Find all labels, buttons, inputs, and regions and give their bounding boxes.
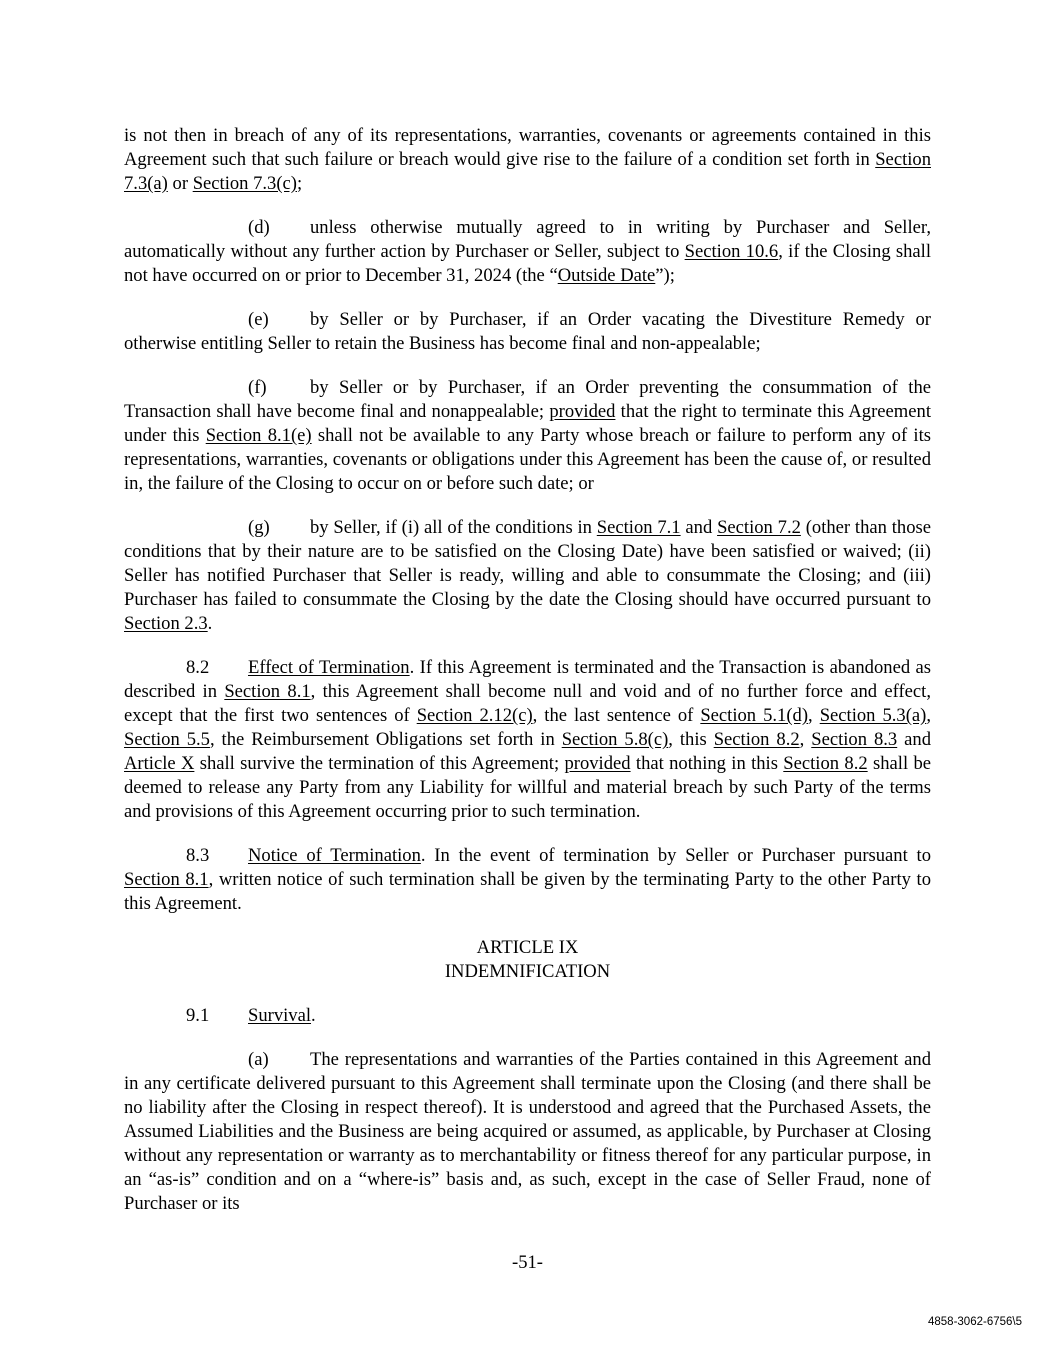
- cross-reference: Section 2.3: [124, 613, 208, 634]
- cross-reference: Section 8.2: [713, 729, 800, 750]
- proviso-term: provided: [564, 753, 631, 774]
- cross-reference: Section 8.3: [811, 729, 898, 750]
- cross-reference: Section 7.1: [596, 517, 681, 538]
- section-9-1: 9.1 Survival.: [186, 1005, 316, 1026]
- section-heading: Survival: [248, 1005, 312, 1026]
- cross-reference: Section 7.3(a): [124, 149, 931, 194]
- cross-reference: Section 8.1: [124, 869, 209, 890]
- cross-reference: Article X: [124, 753, 195, 774]
- proviso-term: provided: [549, 401, 616, 422]
- section-number: 8.2: [186, 657, 210, 678]
- clause-number: (f): [248, 377, 267, 398]
- defined-term: Outside Date: [557, 265, 656, 286]
- section-number: 9.1: [186, 1005, 210, 1026]
- document-body: [124, 124, 931, 1216]
- document-id: 4858-3062-6756\5: [928, 1316, 1022, 1328]
- cross-reference: Section 7.2: [717, 517, 801, 538]
- article-number: ARTICLE IX: [476, 937, 579, 958]
- clause-e: (e) by Seller or by Purchaser, if an Order vacating the Divestiture Remedy or otherwise entitling Seller to retain the Business has become final and non-appealable;: [124, 309, 931, 354]
- section-number: 8.3: [186, 845, 210, 866]
- cross-reference: Section 7.3(c): [192, 173, 297, 194]
- section-8-2: 8.2 Effect of Termination. If this Agreement is terminated and the Transaction is abandoned as described in Section 8.1, this Agreement shall become null and void and of no further force and effect, except that the first two sentences of Section 2.12(c), the last sentence of Section 5.1(d), Section 5.3(a), Section 5.5, the Reimbursement Obligations set forth in Section 5.8(c), this Section 8.2, Section 8.3 and Article X shall survive the termination of this Agreement; provided that nothing in this Section 8.2 shall be deemed to release any Party from any Liability for willful and material breach by such Party of the terms and provisions of this Agreement occurring prior to such termination.: [124, 657, 932, 822]
- cross-reference: Section 5.5: [124, 729, 210, 750]
- clause-g: (g) by Seller, if (i) all of the conditions in Section 7.1 and Section 7.2 (other than those conditions that by their nature are to be satisfied on the Closing Date) have been satisfied or waived; (ii) Seller has notified Purchaser that Seller is ready, willing and able to consummate the Closing; and (iii) Purchaser has failed to consummate the Closing by the date the Closing should have occurred pursuant to Section 2.3.: [124, 517, 931, 634]
- clause-number: (g): [248, 517, 270, 538]
- cross-reference: Section 8.2: [783, 753, 868, 774]
- cross-reference: Section 5.8(c): [561, 729, 669, 750]
- article-title: INDEMNIFICATION: [444, 961, 611, 982]
- cross-reference: Section 8.1(e): [205, 425, 312, 446]
- cross-reference: Section 5.1(d): [700, 705, 809, 726]
- cross-reference: Section 10.6: [684, 241, 779, 262]
- clause-number: (e): [248, 309, 269, 330]
- cross-reference: Section 5.3(a): [819, 705, 927, 726]
- page-number: -51-: [512, 1252, 543, 1273]
- clause-a: (a) The representations and warranties of the Parties contained in this Agreement and in any certificate delivered pursuant to this Agreement shall terminate upon the Closing (and there shall be no liability after the Closing in respect thereof). It is understood and agreed that the Purchased Assets, the Assumed Liabilities and the Business are being acquired or assumed, as applicable, by Purchaser at Closing without any representation or warranty as to merchantability or fitness thereof for any particular purpose, in an “as-is” condition and on a “where-is” basis and, as such, except in the case of Seller Fraud, none of Purchaser or its: [124, 1049, 931, 1214]
- cross-reference: Section 8.1: [224, 681, 311, 702]
- section-heading: Notice of Termination: [248, 845, 421, 866]
- clause-number: (d): [248, 217, 270, 238]
- clause-f: (f) by Seller or by Purchaser, if an Order preventing the consummation of the Transaction shall have become final and nonappealable; provided that the right to terminate this Agreement under this Section 8.1(e) shall not be available to any Party whose breach or failure to perform any of its representations, warranties, covenants or obligations under this Agreement has been the cause of, or resulted in, the failure of the Closing to occur on or before such date; or: [124, 377, 931, 494]
- clause-d: (d) unless otherwise mutually agreed to in writing by Purchaser and Seller, automatically without any further action by Purchaser or Seller, subject to Section 10.6, if the Closing shall not have occurred on or prior to December 31, 2024 (the “Outside Date”);: [124, 217, 932, 286]
- article-heading: [124, 936, 931, 984]
- paragraph-continuation: is not then in breach of any of its representations, warranties, covenants or agreements contained in this Agreement such that such failure or breach would give rise to the failure of a condition set forth in Section 7.3(a) or Section 7.3(c);: [124, 125, 931, 194]
- section-8-3: 8.3 Notice of Termination. In the event of termination by Seller or Purchaser pursuant to Section 8.1, written notice of such termination shall be given by the terminating Party to the other Party to this Agreement.: [124, 845, 931, 914]
- cross-reference: Section 2.12(c): [416, 705, 533, 726]
- clause-number: (a): [248, 1049, 269, 1070]
- section-heading: Effect of Termination: [248, 657, 410, 678]
